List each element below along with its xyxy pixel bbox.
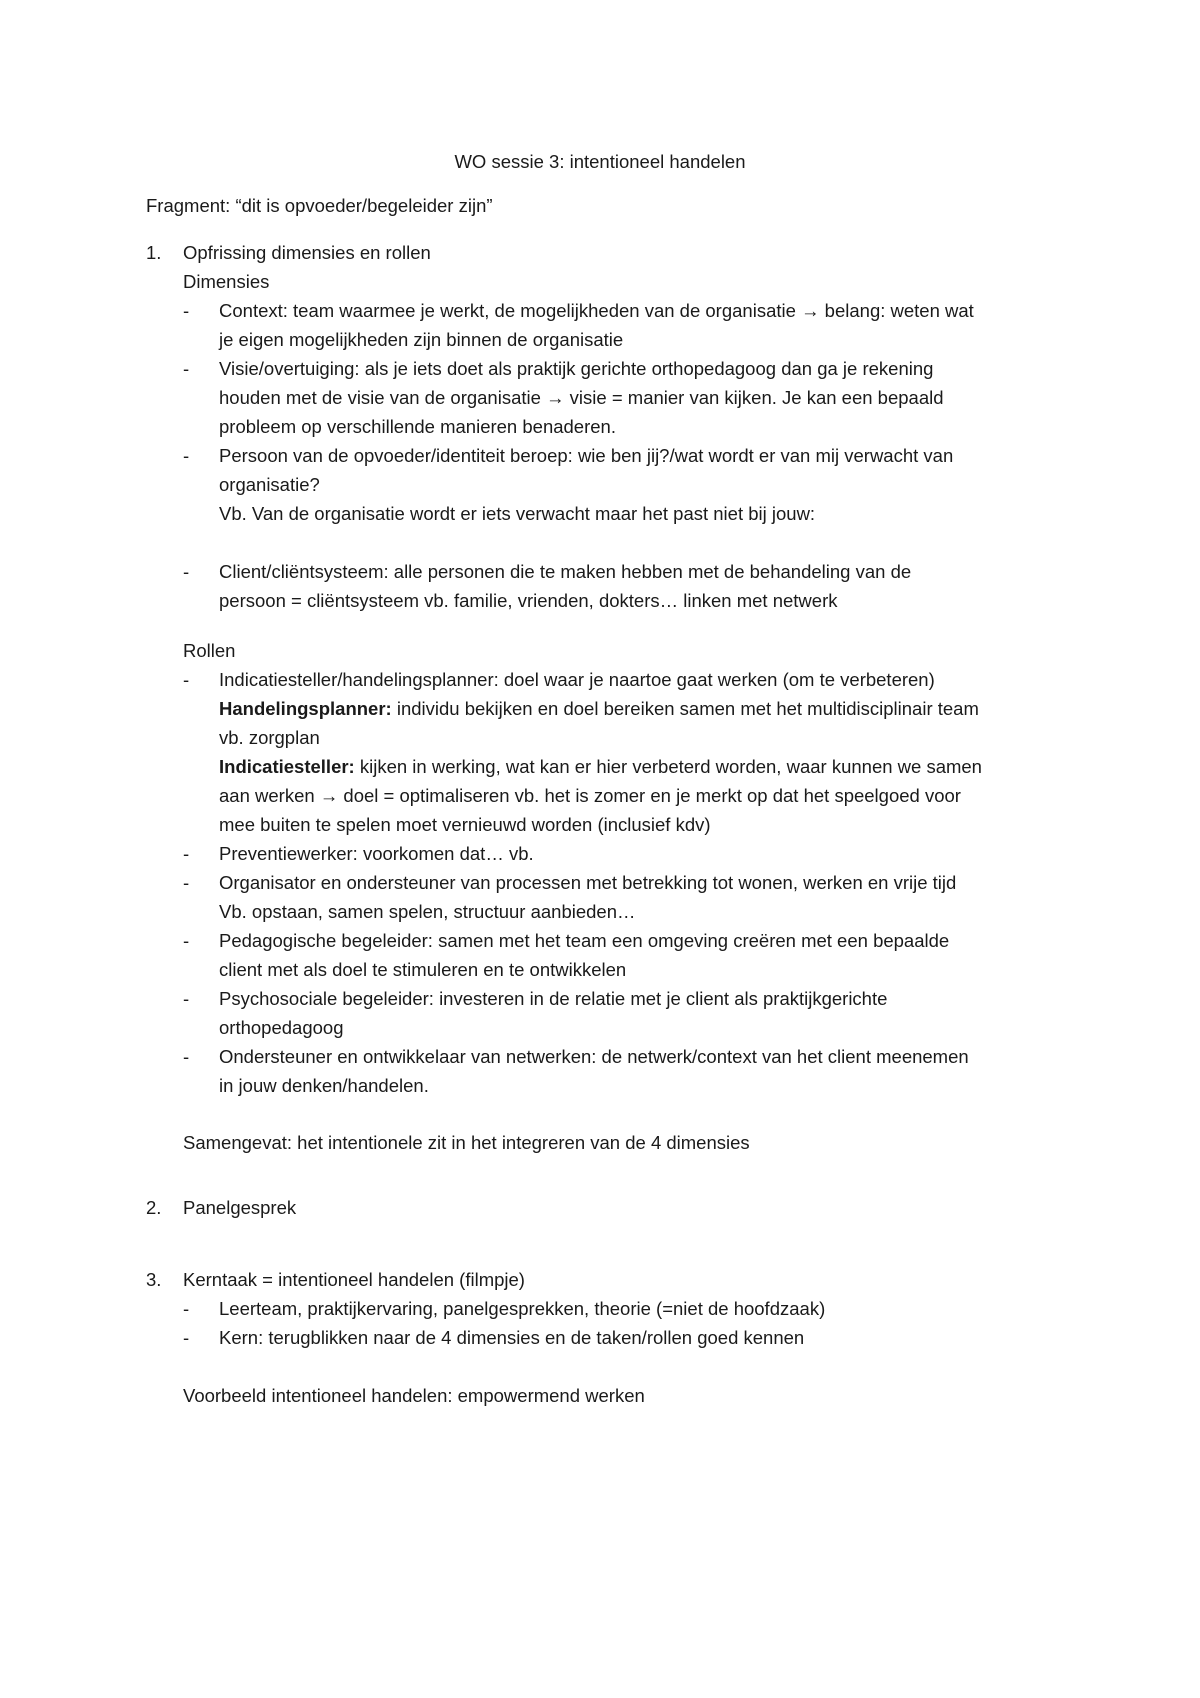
role-indicatiesteller-cont: mee buiten te spelen moet vernieuwd worden (inclusief kdv) [219,814,711,835]
role-netwerk: Ondersteuner en ontwikkelaar van netwerken: de netwerk/context van het client meenemen [219,1046,969,1067]
dimensions-label: Dimensies [183,271,270,292]
bullet-dash: - [183,300,190,321]
bullet-dash: - [183,561,190,582]
role-preventie: Preventiewerker: voorkomen dat… vb. [219,843,534,864]
bullet-dash: - [183,1327,190,1348]
section-1-number: 1. [146,242,162,263]
role-indicatiesteller-bold: Indicatiesteller: [219,756,355,777]
bullet-dash: - [183,445,190,466]
role-netwerk-cont: in jouw denken/handelen. [219,1075,429,1096]
dimension-persoon-cont: organisatie? [219,474,320,495]
section-2-number: 2. [146,1197,162,1218]
bullet-dash: - [183,1046,190,1067]
page-title: WO sessie 3: intentioneel handelen [454,151,746,172]
role-pedagogisch-cont: client met als doel te stimuleren en te ontwikkelen [219,959,627,980]
role-indicatie: Indicatiesteller/handelingsplanner: doel waar je naartoe gaat werken (om te verbeteren) [219,669,935,690]
role-organisator: Organisator en ondersteuner van processen met betrekking tot wonen, werken en vrije tijd [219,872,957,893]
dimension-persoon-example: Vb. Van de organisatie wordt er iets verwacht maar het past niet bij jouw: [219,503,816,524]
role-handelingsplanner [219,694,979,723]
role-indicatiesteller-text: kijken in werking, wat kan er hier verbeterd worden, waar kunnen we samen [354,756,982,777]
dimension-visie-cont: houden met de visie van de organisatie → visie = manier van kijken. Je kan een bepaald [219,387,944,408]
role-psychosociaal: Psychosociale begeleider: investeren in de relatie met je client als praktijkgerichte [219,988,888,1009]
example-line: Voorbeeld intentioneel handelen: empowermend werken [183,1385,645,1406]
bullet-dash: - [183,1298,190,1319]
section-3-heading: Kerntaak = intentioneel handelen (filmpje) [183,1269,525,1290]
dimension-client: Client/cliëntsysteem: alle personen die te maken hebben met de behandeling van de [219,561,912,582]
bullet-dash: - [183,930,190,951]
role-handelingsplanner-cont: vb. zorgplan [219,727,320,748]
bullet-dash: - [183,669,190,690]
section-3-item-2: Kern: terugblikken naar de 4 dimensies en de taken/rollen goed kennen [219,1327,805,1348]
bullet-dash: - [183,358,190,379]
dimension-persoon: Persoon van de opvoeder/identiteit beroep: wie ben jij?/wat wordt er van mij verwacht van [219,445,954,466]
dimension-visie-cont: probleem op verschillende manieren benaderen. [219,416,616,437]
role-organisator-cont: Vb. opstaan, samen spelen, structuur aanbieden… [219,901,636,922]
roles-label: Rollen [183,640,236,661]
section-3-number: 3. [146,1269,162,1290]
section-1-heading: Opfrissing dimensies en rollen [183,242,431,263]
section-3-item-1: Leerteam, praktijkervaring, panelgesprekken, theorie (=niet de hoofdzaak) [219,1298,826,1319]
dimension-visie: Visie/overtuiging: als je iets doet als praktijk gerichte orthopedagoog dan ga je rekening [219,358,934,379]
dimension-context: Context: team waarmee je werkt, de mogelijkheden van de organisatie → belang: weten wat [219,300,974,321]
fragment-line: Fragment: “dit is opvoeder/begeleider zijn” [146,195,493,216]
role-handelingsplanner-bold: Handelingsplanner: [219,698,392,719]
role-pedagogisch: Pedagogische begeleider: samen met het team een omgeving creëren met een bepaalde [219,930,950,951]
role-psychosociaal-cont: orthopedagoog [219,1017,344,1038]
role-indicatiesteller [219,752,982,781]
bullet-dash: - [183,843,190,864]
dimension-context-cont: je eigen mogelijkheden zijn binnen de organisatie [219,329,624,350]
role-handelingsplanner-text: individu bekijken en doel bereiken samen met het multidisciplinair team [391,698,979,719]
role-indicatiesteller-cont: aan werken → doel = optimaliseren vb. het is zomer en je merkt op dat het speelgoed voor [219,785,961,806]
summary-line: Samengevat: het intentionele zit in het integreren van de 4 dimensies [183,1132,750,1153]
dimension-client-cont: persoon = cliëntsysteem vb. familie, vrienden, dokters… linken met netwerk [219,590,838,611]
section-2-heading: Panelgesprek [183,1197,297,1218]
bullet-dash: - [183,988,190,1009]
bullet-dash: - [183,872,190,893]
